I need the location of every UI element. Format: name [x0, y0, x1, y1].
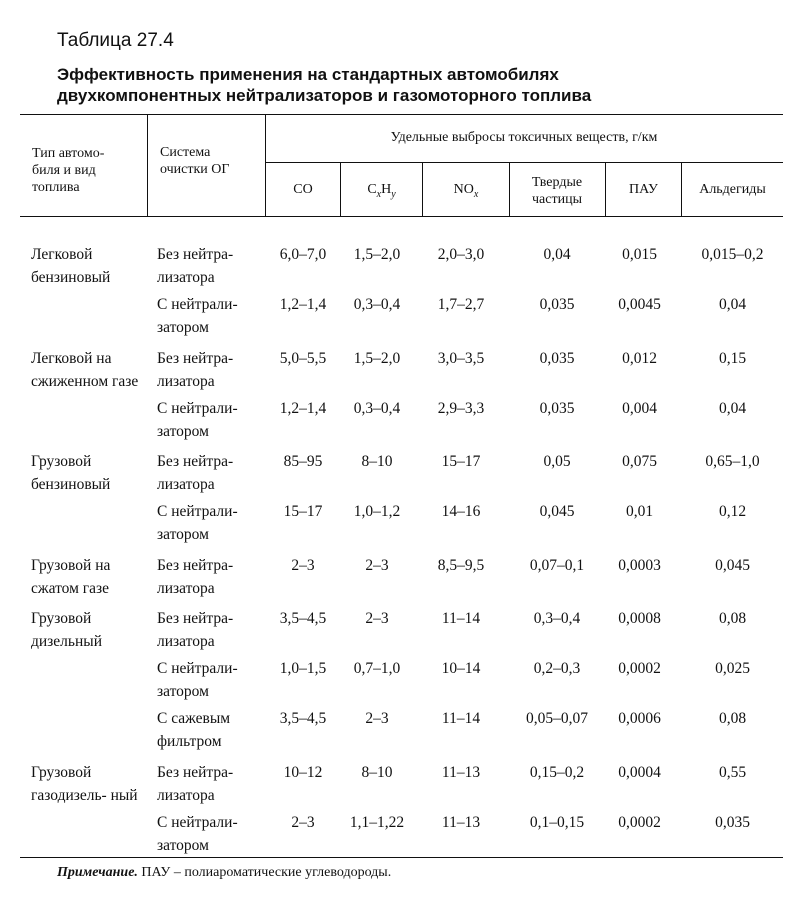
column-header-cxhy: $C_xH_y$ [367, 182, 396, 200]
nox-cell: 1,7–2,7 [437, 296, 485, 313]
aldehydes-cell: 0,04 [718, 296, 747, 313]
column-header-type: Тип автомо- биля и вид топлива [32, 146, 105, 195]
solids-cell: 0,05 [543, 453, 571, 470]
table-heading [57, 64, 757, 106]
table-caption: Таблица 27.4 [57, 30, 174, 51]
aldehydes-cell: 0,08 [718, 710, 747, 727]
cxhy-cell: 1,5–2,0 [353, 350, 401, 367]
solids-cell: 0,07–0,1 [529, 557, 585, 574]
cxhy-cell: 0,3–0,4 [353, 296, 401, 313]
cleaning-system-cell: Без нейтра- лизатора [157, 610, 234, 650]
pau-cell: 0,0003 [618, 557, 661, 574]
co-cell: 3,5–4,5 [279, 710, 327, 727]
solids-cell: 0,04 [543, 246, 571, 263]
pau-cell: 0,015 [622, 246, 657, 263]
column-header-co: CO [293, 182, 313, 197]
cxhy-cell: 1,1–1,22 [349, 814, 405, 831]
solids-cell: 0,3–0,4 [533, 610, 581, 627]
co-cell: 1,0–1,5 [279, 660, 327, 677]
nox-cell: 11–14 [441, 610, 481, 627]
cleaning-system-cell: С нейтрали- затором [157, 503, 238, 543]
aldehydes-cell: 0,015–0,2 [701, 246, 764, 263]
cleaning-system-cell: С сажевым фильтром [157, 710, 231, 750]
co-cell: 10–12 [283, 764, 323, 781]
cxhy-cell: 2–3 [365, 557, 389, 574]
solids-cell: 0,035 [539, 400, 575, 417]
cleaning-system-cell: Без нейтра- лизатора [157, 246, 234, 286]
nox-cell: 11–13 [441, 764, 481, 781]
cleaning-system-cell: Без нейтра- лизатора [157, 453, 234, 493]
cxhy-cell: 2–3 [365, 610, 389, 627]
solids-cell: 0,1–0,15 [529, 814, 585, 831]
header-group-rule [265, 162, 783, 163]
pau-cell: 0,0006 [618, 710, 661, 727]
solids-cell: 0,045 [539, 503, 575, 520]
co-cell: 15–17 [283, 503, 323, 520]
cleaning-system-cell: С нейтрали- затором [157, 400, 238, 440]
vehicle-type-cell: Грузовой на сжатом газе [31, 557, 111, 597]
header-divider [509, 162, 510, 216]
cleaning-system-cell: С нейтрали- затором [157, 660, 238, 700]
nox-cell: 11–14 [441, 710, 481, 727]
nox-cell: 14–16 [441, 503, 481, 520]
pau-cell: 0,004 [622, 400, 657, 417]
vehicle-type-cell: Грузовой дизельный [31, 610, 102, 650]
vehicle-type-cell: Грузовой бензиновый [31, 453, 111, 493]
table-top-rule [20, 114, 783, 115]
table-bottom-rule [20, 857, 783, 858]
aldehydes-cell: 0,035 [715, 814, 750, 831]
solids-cell: 0,035 [539, 296, 575, 313]
co-cell: 85–95 [283, 453, 323, 470]
nox-cell: 10–14 [441, 660, 481, 677]
column-header-nox: $NO_x$ [453, 182, 479, 200]
cleaning-system-cell: С нейтрали- затором [157, 296, 238, 336]
cleaning-system-cell: С нейтрали- затором [157, 814, 238, 854]
co-cell: 6,0–7,0 [279, 246, 327, 263]
aldehydes-cell: 0,15 [718, 350, 747, 367]
co-cell: 1,2–1,4 [279, 296, 327, 313]
solids-cell: 0,2–0,3 [533, 660, 581, 677]
vehicle-type-cell: Грузовой газодизель- ный [31, 764, 138, 804]
cxhy-cell: 2–3 [365, 710, 389, 727]
cleaning-system-cell: Без нейтра- лизатора [157, 350, 234, 390]
solids-cell: 0,035 [539, 350, 575, 367]
aldehydes-cell: 0,08 [718, 610, 747, 627]
aldehydes-cell: 0,025 [715, 660, 750, 677]
column-header-aldehydes: Альдегиды [699, 182, 766, 197]
header-bottom-rule [20, 216, 783, 217]
nox-cell: 2,0–3,0 [437, 246, 485, 263]
pau-cell: 0,012 [622, 350, 657, 367]
column-header-system: Система очистки ОГ [160, 145, 230, 177]
solids-cell: 0,05–0,07 [526, 710, 588, 727]
cxhy-cell: 0,3–0,4 [353, 400, 401, 417]
co-cell: 2–3 [291, 557, 315, 574]
cxhy-cell: 8–10 [361, 453, 393, 470]
table-heading-line: Эффективность применения на стандартных автомобилях [57, 65, 559, 84]
table-heading-line: двухкомпонентных нейтрализаторов и газомоторного топлива [57, 86, 592, 105]
column-header-pau: ПАУ [629, 182, 658, 197]
nox-cell: 2,9–3,3 [437, 400, 485, 417]
cleaning-system-cell: Без нейтра- лизатора [157, 557, 234, 597]
column-header-solids: Твердые частицы [531, 175, 583, 207]
table-note [57, 865, 391, 881]
nox-cell: 11–13 [441, 814, 481, 831]
co-cell: 1,2–1,4 [279, 400, 327, 417]
note-text: ПАУ – полиароматические углеводороды. [137, 865, 392, 880]
pau-cell: 0,01 [625, 503, 654, 520]
cxhy-cell: 8–10 [361, 764, 393, 781]
pau-cell: 0,0004 [618, 764, 661, 781]
cleaning-system-cell: Без нейтра- лизатора [157, 764, 234, 804]
note-label: Примечание. [57, 865, 138, 880]
nox-cell: 3,0–3,5 [437, 350, 485, 367]
co-cell: 3,5–4,5 [279, 610, 327, 627]
header-divider [147, 114, 148, 216]
aldehydes-cell: 0,55 [718, 764, 747, 781]
nox-cell: 8,5–9,5 [437, 557, 485, 574]
pau-cell: 0,0045 [618, 296, 661, 313]
aldehydes-cell: 0,12 [718, 503, 747, 520]
column-group-header: Удельные выбросы токсичных веществ, г/км [390, 130, 658, 145]
co-cell: 2–3 [291, 814, 315, 831]
pau-cell: 0,0002 [618, 814, 661, 831]
aldehydes-cell: 0,045 [715, 557, 750, 574]
cxhy-cell: 0,7–1,0 [353, 660, 401, 677]
nox-cell: 15–17 [441, 453, 481, 470]
cxhy-cell: 1,5–2,0 [353, 246, 401, 263]
co-cell: 5,0–5,5 [279, 350, 327, 367]
pau-cell: 0,0002 [618, 660, 661, 677]
aldehydes-cell: 0,65–1,0 [705, 453, 760, 470]
cxhy-cell: 1,0–1,2 [353, 503, 401, 520]
pau-cell: 0,0008 [618, 610, 661, 627]
aldehydes-cell: 0,04 [718, 400, 747, 417]
solids-cell: 0,15–0,2 [529, 764, 585, 781]
vehicle-type-cell: Легковой бензиновый [31, 246, 111, 286]
vehicle-type-cell: Легковой на сжиженном газе [31, 350, 139, 390]
pau-cell: 0,075 [622, 453, 657, 470]
